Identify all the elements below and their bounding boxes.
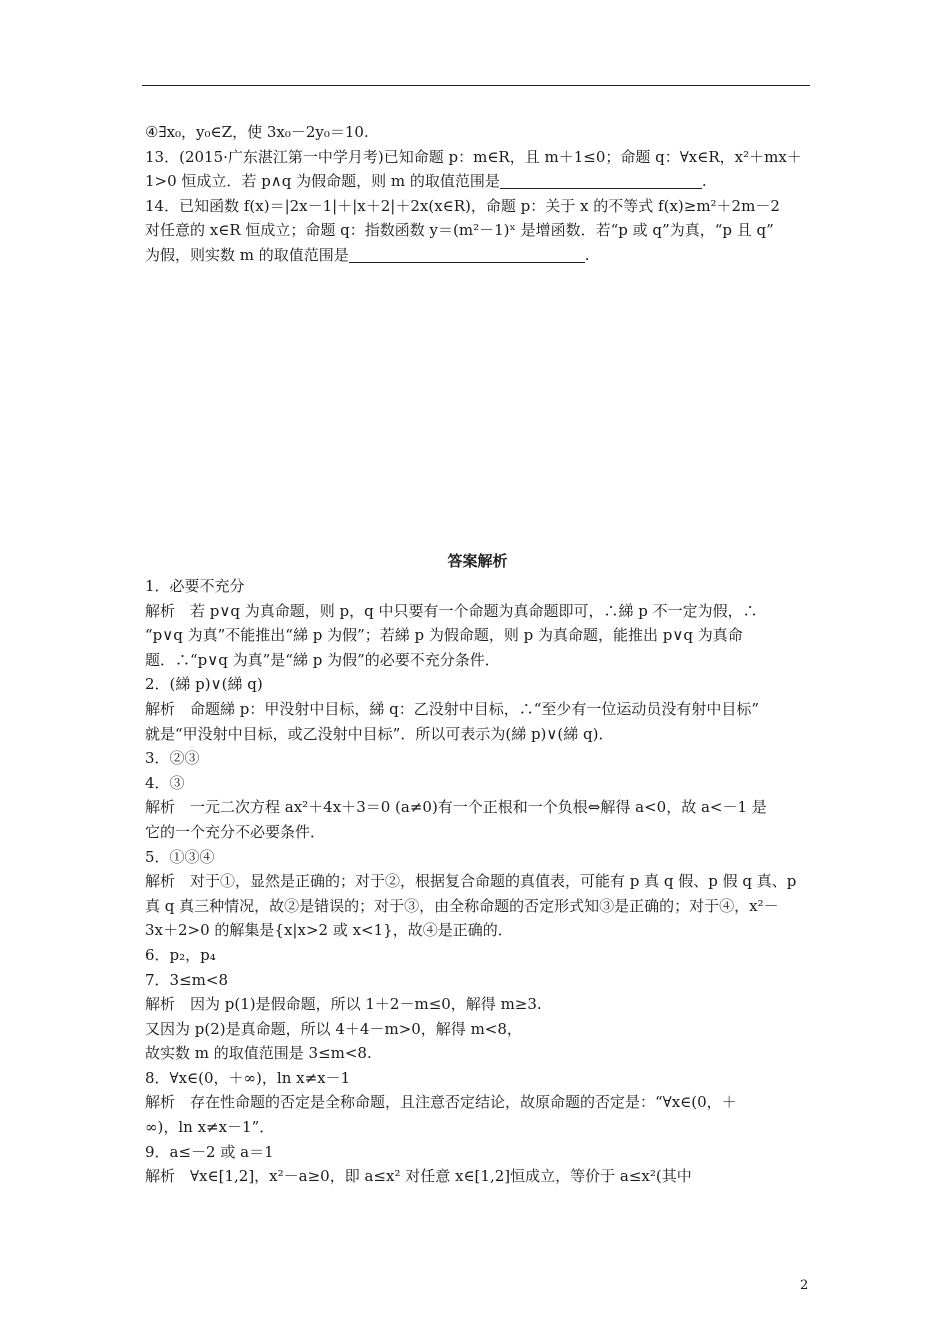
question-line: 14．已知函数 f(x)＝|2x－1|＋|x＋2|＋2x(x∈R)，命题 p：关于 x 的不等式 f(x)≥m²＋2m－2 (145, 196, 780, 215)
answer-line: 2．(綈 p)∨(綈 q) (145, 675, 263, 694)
answer-line: 解析 存在性命题的否定是全称命题，且注意否定结论，故原命题的否定是：“∀x∈(0，＋ (145, 1093, 737, 1112)
header-rule (142, 85, 810, 86)
question-line: 为假，则实数 m 的取值范围是 . (145, 245, 590, 264)
answer-line: 解析 命题綈 p：甲没射中目标，綈 q：乙没射中目标，∴“至少有一位运动员没有射中目标” (145, 699, 760, 718)
answers-block (145, 574, 810, 1189)
answer-line: 4．③ (145, 773, 185, 792)
answer-line: 真 q 真三种情况，故②是错误的；对于③，由全称命题的否定形式知③是正确的；对于④，x²－ (145, 896, 779, 915)
answer-line: 3x＋2>0 的解集是{x|x>2 或 x<1}，故④是正确的． (145, 921, 513, 940)
answer-line: 7．3≤m<8 (145, 970, 228, 989)
answer-line: 解析 对于①，显然是正确的；对于②，根据复合命题的真值表，可能有 p 真 q 假、p 假 q 真、p (145, 872, 797, 891)
question-line: 对任意的 x∈R 恒成立；命题 q：指数函数 y＝(m²－1)ˣ 是增函数．若“p 或 q”为真，“p 且 q” (145, 221, 774, 240)
page-number: 2 (800, 1278, 809, 1293)
answer-line: 5．①③④ (145, 847, 215, 866)
answer-line: 6．p₂，p₄ (145, 945, 216, 964)
answer-line: “p∨q 为真”不能推出“綈 p 为假”；若綈 p 为假命题，则 p 为真命题，能推出 p∨q 为真命 (145, 626, 743, 645)
answer-line: 又因为 p(2)是真命题，所以 4＋4－m>0，解得 m<8， (145, 1019, 522, 1038)
answer-line: 题．∴“p∨q 为真”是“綈 p 为假”的必要不充分条件． (145, 650, 500, 669)
answer-line: 解析 一元二次方程 ax²＋4x＋3＝0 (a≠0)有一个正根和一个负根⇔解得 a<0，故 a<－1 是 (145, 798, 767, 817)
answer-line: 8．∀x∈(0，＋∞)，ln x≠x－1 (145, 1068, 351, 1087)
answer-line: 解析 若 p∨q 为真命题，则 p，q 中只要有一个命题为真命题即可，∴綈 p 不一定为假，∴ (145, 601, 758, 620)
answer-line: 解析 因为 p(1)是假命题，所以 1＋2－m≤0，解得 m≥3. (145, 995, 542, 1014)
answer-line: ∞)，ln x≠x－1”． (145, 1118, 275, 1137)
question-line: 1>0 恒成立．若 p∧q 为假命题，则 m 的取值范围是 . (145, 172, 707, 191)
questions-block (145, 120, 810, 268)
answer-line: 解析 ∀x∈[1,2]，x²－a≥0，即 a≤x² 对任意 x∈[1,2]恒成立，等价于 a≤x²(其中 (145, 1167, 692, 1186)
answer-line: 就是“甲没射中目标，或乙没射中目标”．所以可表示为(綈 p)∨(綈 q)． (145, 724, 614, 743)
answer-line: 3．②③ (145, 749, 200, 768)
answer-line: 它的一个充分不必要条件． (145, 822, 326, 841)
answer-line: 9．a≤－2 或 a＝1 (145, 1142, 274, 1161)
answer-line: 故实数 m 的取值范围是 3≤m<8. (145, 1044, 372, 1063)
answers-title: 答案解析 (447, 552, 508, 570)
answer-blank (349, 246, 585, 263)
answer-line: 1．必要不充分 (145, 577, 245, 595)
question-line: 13．(2015·广东湛江第一中学月考)已知命题 p：m∈R，且 m＋1≤0；命题 q：∀x∈R，x²＋mx＋ (145, 147, 802, 166)
question-line: ④∃x₀，y₀∈Z，使 3x₀－2y₀＝10. (145, 123, 369, 141)
answer-blank (500, 172, 702, 189)
